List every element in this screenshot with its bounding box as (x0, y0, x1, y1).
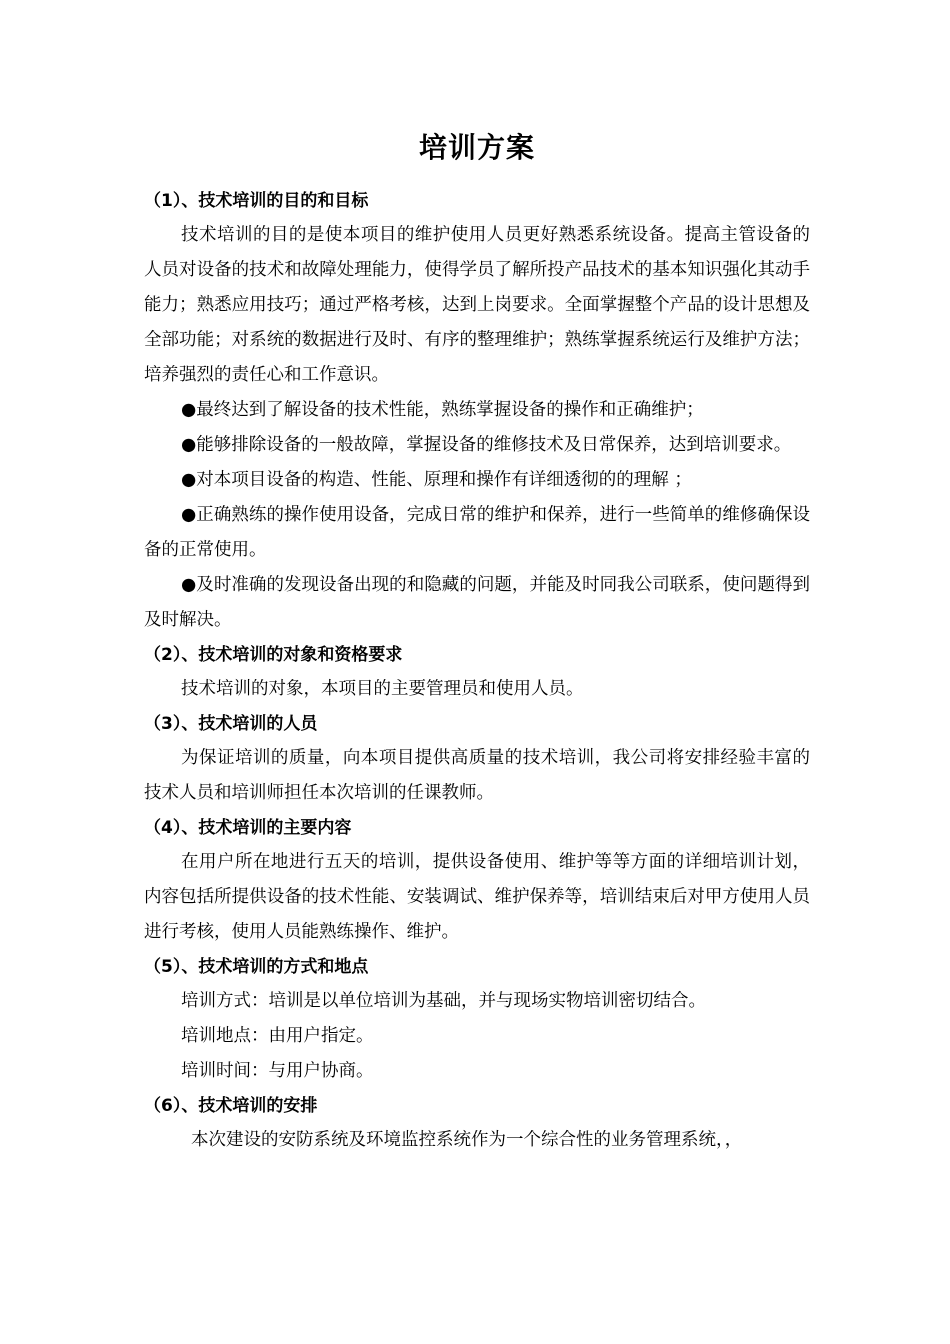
bullet-item: ●及时准确的发现设备出现的和隐藏的问题，并能及时同我公司联系，使问题得到及时解决。 (144, 575, 810, 630)
paragraph: 为保证培训的质量，向本项目提供高质量的技术培训，我公司将安排经验丰富的技术人员和培训师担任本次培训的任课教师。 (144, 748, 810, 803)
paragraph: 本次建设的安防系统及环境监控系统作为一个综合性的业务管理系统，， (191, 1130, 743, 1150)
document-body (144, 184, 810, 1158)
document-title: 培训方案 (418, 131, 535, 164)
section-training-audience (144, 638, 810, 707)
bullet-item: ●能够排除设备的一般故障，掌握设备的维修技术及日常保养，达到培训要求。 (181, 435, 792, 455)
paragraph: 技术培训的目的是使本项目的维护使用人员更好熟悉系统设备。提高主管设备的人员对设备的技术和故障处理能力，使得学员了解所投产品技术的基本知识强化其动手能力；熟悉应用技巧；通过严格考核，达到上岗要求。全面掌握整个产品的设计思想及全部功能；对系统的数据进行及时、有序的整理维护；熟练掌握系统运行及维护方法；培养强烈的责任心和工作意识。 (144, 225, 810, 385)
section-training-method-location (144, 950, 810, 1089)
paragraph: 培训时间：与用户协商。 (181, 1061, 374, 1081)
section-heading: （3）、技术培训的人员 (144, 714, 318, 734)
paragraph: 培训方式：培训是以单位培训为基础，并与现场实物培训密切结合。 (181, 991, 706, 1011)
bullet-item: ●正确熟练的操作使用设备，完成日常的维护和保养，进行一些简单的维修确保设备的正常使用。 (144, 505, 810, 560)
paragraph: 在用户所在地进行五天的培训，提供设备使用、维护等等方面的详细培训计划，内容包括所提供设备的技术性能、安装调试、维护保养等，培训结束后对甲方使用人员进行考核，使用人员能熟练操作、维护。 (144, 852, 810, 942)
bullet-item: ●对本项目设备的构造、性能、原理和操作有详细透彻的的理解 ； (181, 470, 692, 490)
paragraph: 技术培训的对象，本项目的主要管理员和使用人员。 (181, 679, 584, 699)
section-training-purpose (144, 184, 810, 638)
paragraph: 培训地点：由用户指定。 (181, 1026, 374, 1046)
section-heading: （5）、技术培训的方式和地点 (144, 957, 369, 977)
section-heading: （6）、技术培训的安排 (144, 1096, 318, 1116)
section-training-content (144, 811, 810, 950)
bullet-item: ●最终达到了解设备的技术性能，熟练掌握设备的操作和正确维护； (181, 400, 704, 420)
section-heading: （1）、技术培训的目的和目标 (144, 191, 369, 211)
section-heading: （2）、技术培训的对象和资格要求 (144, 645, 403, 665)
section-heading: （4）、技术培训的主要内容 (144, 818, 352, 838)
section-training-staff (144, 707, 810, 811)
section-training-arrangement (144, 1089, 810, 1158)
